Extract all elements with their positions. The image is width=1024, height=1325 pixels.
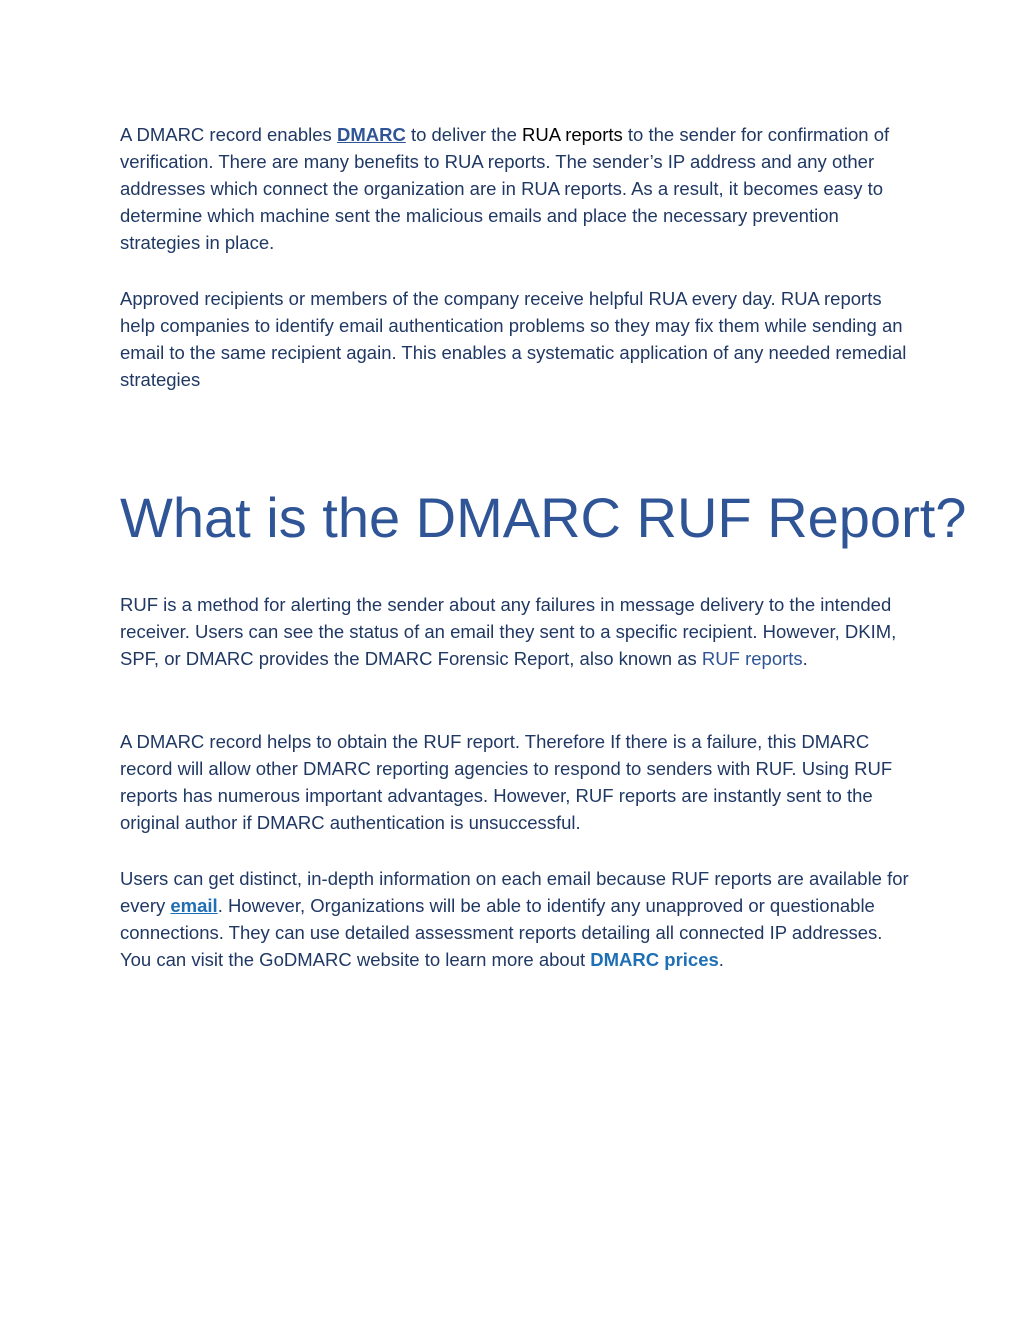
email-link[interactable]: email: [170, 895, 218, 916]
paragraph-ruf-details: [120, 865, 910, 973]
text: . However, Organizations will be able to identify any unapproved or questionable connections. They can use detailed assessment reports detailing all connected IP addresses. You can visit the GoDMARC website to learn more about: [120, 895, 883, 970]
paragraph-rua-intro: [120, 121, 910, 256]
text: A DMARC record enables: [120, 124, 337, 145]
dmarc-link[interactable]: DMARC: [336, 124, 406, 145]
text: to deliver the: [405, 124, 523, 145]
text: RUF is a method for alerting the sender about any failures in message delivery to the intended receiver. Users can see the status of an email they sent to a specific recipient. However, DKIM, SPF, or DMARC provides the DMARC Forensic Report, also known as: [120, 594, 897, 669]
text: .: [802, 648, 808, 669]
rua-reports-link[interactable]: RUA reports: [522, 124, 623, 145]
dmarc-prices-link[interactable]: DMARC prices: [590, 949, 719, 970]
paragraph-ruf-record: A DMARC record helps to obtain the RUF report. Therefore If there is a failure, this DMARC record will allow other DMARC reporting agencies to respond to senders with RUF. Using RUF reports has numerous important advantages. However, RUF reports are instantly sent to the original author if DMARC authentication is unsuccessful.: [120, 731, 893, 833]
paragraph-ruf-intro: [120, 591, 910, 672]
ruf-reports-link[interactable]: RUF reports: [701, 648, 803, 669]
text: .: [718, 949, 724, 970]
paragraph-rua-benefits: Approved recipients or members of the company receive helpful RUA every day. RUA reports help companies to identify email authentication problems so they may fix them while sending an email to the same recipient again. This enables a systematic application of any needed remedial strategies: [120, 288, 907, 390]
section-heading: What is the DMARC RUF Report?: [120, 486, 967, 549]
text: to the sender for confirmation of verification. There are many benefits to RUA reports. The sender’s IP address and any other addresses which connect the organization are in RUA reports. As a result, it becomes easy to determine which machine sent the malicious emails and place the necessary prevention strategies in place.: [120, 124, 890, 253]
text: Users can get distinct, in-depth information on each email because RUF reports are available for every: [120, 868, 909, 916]
